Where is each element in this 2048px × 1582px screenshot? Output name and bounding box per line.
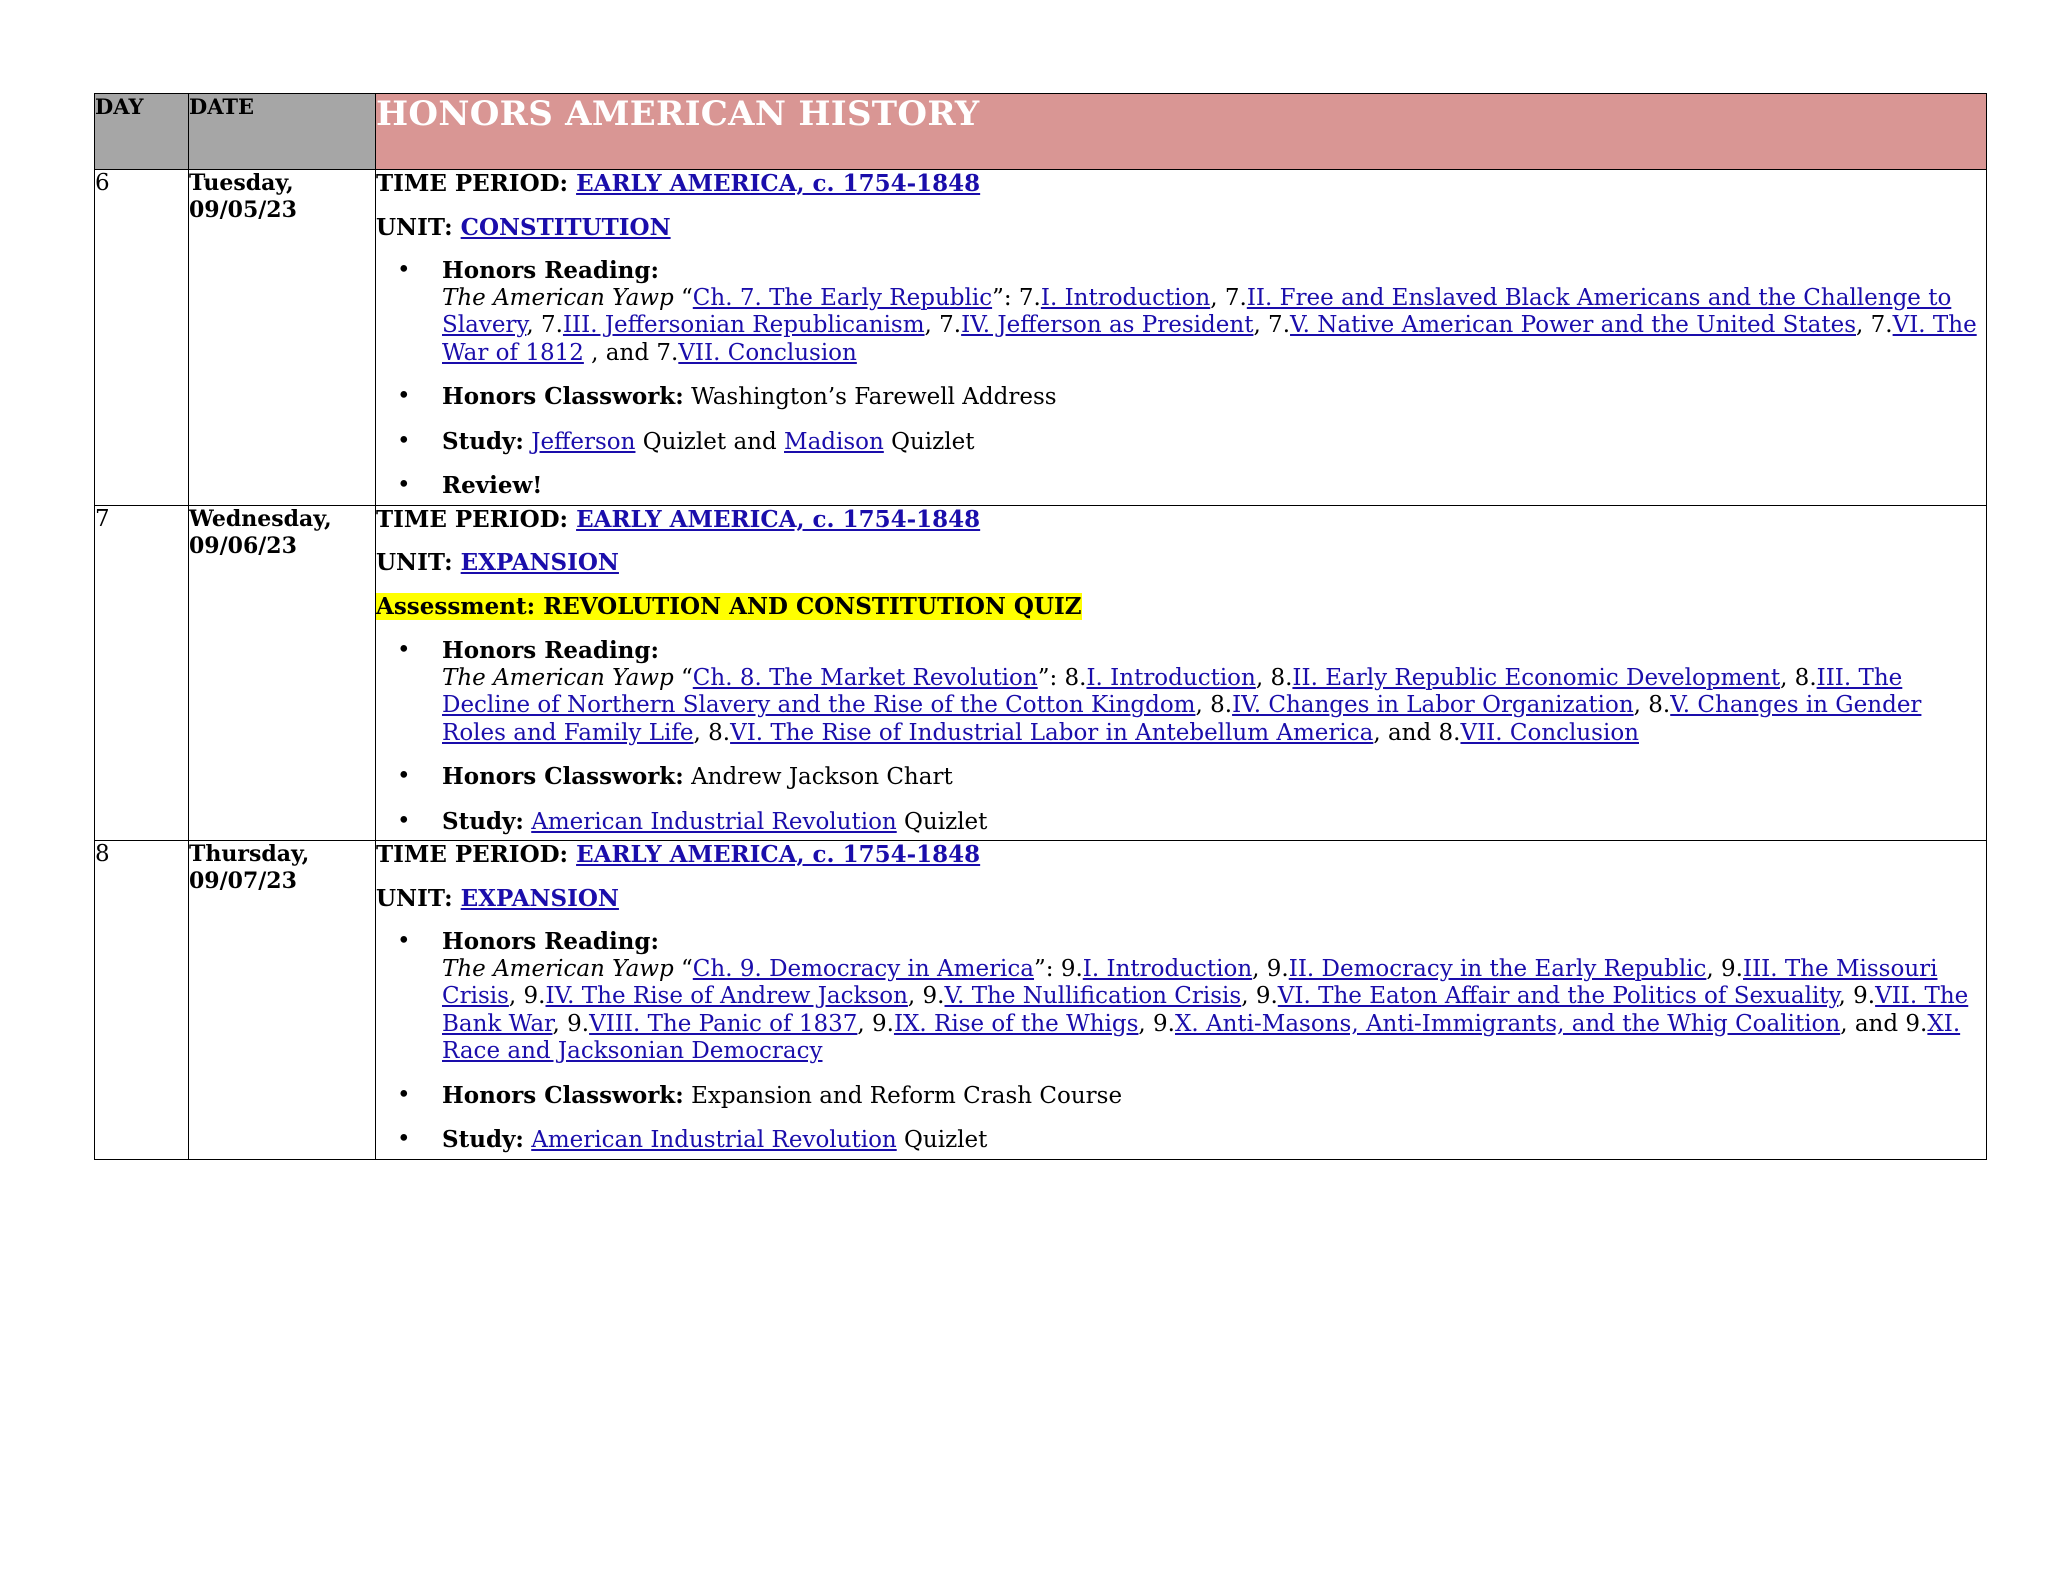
- bullet-icon: •: [397, 383, 411, 409]
- study-link[interactable]: American Industrial Revolution: [531, 1127, 897, 1153]
- section-link[interactable]: VII. The Bank War: [442, 983, 1969, 1037]
- time-period-link[interactable]: EARLY AMERICA, c. 1754-1848: [576, 505, 981, 533]
- review-text: Review!: [442, 472, 543, 499]
- time-period-link[interactable]: EARLY AMERICA, c. 1754-1848: [576, 170, 981, 197]
- schedule-row-day-8: [95, 841, 1987, 1160]
- schedule-row-day-6: [95, 170, 1987, 506]
- bullet-icon: •: [397, 1081, 411, 1108]
- bullet-icon: •: [397, 807, 411, 834]
- time-period-label: TIME PERIOD:: [376, 170, 569, 197]
- date-cell: [189, 170, 376, 506]
- section-link[interactable]: I. Introduction: [1082, 955, 1253, 982]
- task-list: [376, 637, 1986, 836]
- section-link[interactable]: VIII. The Panic of 1837: [589, 1010, 858, 1037]
- lesson-content: [376, 170, 1987, 506]
- section-link[interactable]: I. Introduction: [1040, 284, 1211, 311]
- date-value: 09/05/23: [189, 197, 297, 223]
- weekday: Thursday,: [189, 841, 310, 867]
- date-header: DATE: [189, 94, 376, 170]
- list-item-study: [376, 428, 1986, 457]
- study-text: Quizlet: [904, 808, 988, 835]
- section-link[interactable]: VI. The War of 1812: [442, 312, 1977, 366]
- list-item-review: [376, 472, 1986, 501]
- chapter-link[interactable]: Ch. 7. The Early Republic: [692, 284, 993, 311]
- schedule-table: [94, 93, 1987, 1160]
- date-cell: [189, 841, 376, 1160]
- lesson-content: [376, 841, 1987, 1160]
- schedule-row-day-7: [95, 505, 1987, 841]
- reading-detail: The American Yawp “Ch. 9. Democracy in America”: 9.I. Introduction, 9.II. Democracy in the Early Republic, 9.III. The Missouri Crisis, 9.IV. The Rise of Andrew Jackson, 9.V. The Nullification Crisis, 9.VI. The Eaton Affair and the Politics of Sexuality, 9.VII. The Bank War, 9.VIII. The Panic of 1837, 9.IX. Rise of the Whigs, 9.X. Anti-Masons, Anti-Immigrants, and the Whig Coalition, and 9.XI. Race and Jacksonian Democracy: [442, 955, 1969, 1064]
- unit-label: UNIT:: [376, 213, 453, 241]
- day-number: 6: [95, 170, 189, 506]
- bullet-icon: •: [397, 1126, 411, 1152]
- weekday: Tuesday,: [189, 170, 294, 196]
- classwork-label: Honors Classwork:: [442, 1081, 684, 1109]
- task-list: [376, 257, 1986, 501]
- reading-label: Honors Reading:: [442, 928, 659, 955]
- section-link[interactable]: V. Changes in Gender Roles and Family Life: [442, 692, 1922, 746]
- section-link[interactable]: VII. Conclusion: [1460, 719, 1639, 746]
- classwork-label: Honors Classwork:: [442, 763, 684, 790]
- list-item-reading: [376, 257, 1986, 367]
- section-link[interactable]: XI. Race and Jacksonian Democracy: [442, 1010, 1961, 1064]
- section-link[interactable]: V. Native American Power and the United States: [1290, 312, 1857, 338]
- date-cell: [189, 505, 376, 841]
- time-period-line: [376, 506, 1986, 534]
- time-period-link[interactable]: EARLY AMERICA, c. 1754-1848: [576, 841, 981, 868]
- study-text: Quizlet: [891, 428, 975, 455]
- book-title: The American Yawp: [442, 955, 674, 982]
- section-link[interactable]: VI. The Eaton Affair and the Politics of Sexuality: [1277, 983, 1839, 1009]
- study-link[interactable]: Madison: [784, 428, 884, 455]
- section-link[interactable]: III. The Missouri Crisis: [442, 955, 1938, 1009]
- reading-detail: The American Yawp “Ch. 8. The Market Revolution”: 8.I. Introduction, 8.II. Early Republic Economic Development, 8.III. The Decline of Northern Slavery and the Rise of the Cotton Kingdom, 8.IV. Changes in Labor Organization, 8.V. Changes in Gender Roles and Family Life, 8.VI. The Rise of Industrial Labor in Antebellum America, and 8.VII. Conclusion: [442, 664, 1922, 746]
- classwork-text: Expansion and Reform Crash Course: [691, 1082, 1123, 1109]
- unit-line: [376, 549, 1986, 577]
- list-item-classwork: [376, 763, 1986, 792]
- section-link[interactable]: II. Democracy in the Early Republic: [1288, 955, 1707, 982]
- date-value: 09/07/23: [189, 868, 297, 894]
- section-link[interactable]: I. Introduction: [1086, 664, 1256, 691]
- study-link[interactable]: Jefferson: [531, 428, 636, 455]
- day-number: 8: [95, 841, 189, 1160]
- section-link[interactable]: IX. Rise of the Whigs: [893, 1010, 1139, 1037]
- course-title: HONORS AMERICAN HISTORY: [376, 94, 1987, 170]
- list-item-study: [376, 808, 1986, 837]
- unit-link[interactable]: CONSTITUTION: [460, 213, 671, 241]
- classwork-label: Honors Classwork:: [442, 383, 684, 410]
- section-link[interactable]: III. The Decline of Northern Slavery and the Rise of the Cotton Kingdom: [442, 664, 1903, 718]
- book-title: The American Yawp: [442, 284, 674, 311]
- list-item-classwork: [376, 1082, 1986, 1111]
- list-item-study: [376, 1126, 1986, 1155]
- bullet-icon: •: [397, 763, 411, 789]
- lesson-content: [376, 505, 1987, 841]
- time-period-line: [376, 170, 1986, 198]
- bullet-icon: •: [397, 637, 411, 663]
- date-value: 09/06/23: [189, 532, 297, 559]
- section-link[interactable]: IV. Jefferson as President: [961, 312, 1254, 338]
- header-row: [95, 94, 1987, 170]
- section-link[interactable]: X. Anti-Masons, Anti-Immigrants, and the Whig Coalition: [1175, 1010, 1841, 1037]
- reading-detail: The American Yawp “Ch. 7. The Early Republic”: 7.I. Introduction, 7.II. Free and Enslaved Black Americans and the Challenge to Slavery, 7.III. Jeffersonian Republicanism, 7.IV. Jefferson as President, 7.V. Native American Power and the United States, 7.VI. The War of 1812 , and 7.VII. Conclusion: [442, 284, 1977, 366]
- classwork-text: Washington’s Farewell Address: [691, 384, 1057, 410]
- list-item-reading: [376, 637, 1986, 747]
- unit-line: [376, 885, 1986, 913]
- chapter-link[interactable]: Ch. 9. Democracy in America: [692, 955, 1035, 982]
- study-text: Quizlet: [904, 1127, 988, 1153]
- time-period-label: TIME PERIOD:: [376, 841, 569, 868]
- time-period-label: TIME PERIOD:: [376, 505, 569, 533]
- chapter-link[interactable]: Ch. 8. The Market Revolution: [692, 664, 1038, 691]
- day-number: 7: [95, 505, 189, 841]
- unit-label: UNIT:: [376, 549, 453, 576]
- bullet-icon: •: [397, 257, 411, 283]
- reading-label: Honors Reading:: [442, 637, 659, 664]
- unit-label: UNIT:: [376, 884, 453, 912]
- section-link[interactable]: IV. Changes in Labor Organization: [1232, 692, 1634, 718]
- book-title: The American Yawp: [442, 664, 674, 691]
- section-link[interactable]: II. Free and Enslaved Black Americans and the Challenge to Slavery: [442, 284, 1952, 338]
- section-link[interactable]: VII. Conclusion: [678, 339, 857, 366]
- section-link[interactable]: VI. The Rise of Industrial Labor in Antebellum America: [730, 719, 1374, 746]
- bullet-icon: •: [397, 427, 411, 454]
- assessment-highlight: Assessment: REVOLUTION AND CONSTITUTION QUIZ: [376, 592, 1082, 620]
- list-item-classwork: [376, 383, 1986, 412]
- section-link[interactable]: II. Early Republic Economic Development: [1292, 664, 1781, 691]
- assessment-line: [376, 593, 1986, 622]
- time-period-line: [376, 841, 1986, 869]
- study-text: Quizlet and: [642, 428, 777, 455]
- unit-link[interactable]: EXPANSION: [460, 884, 619, 912]
- bullet-icon: •: [397, 472, 411, 498]
- bullet-icon: •: [397, 928, 411, 954]
- section-link[interactable]: IV. The Rise of Andrew Jackson: [545, 983, 908, 1009]
- study-link[interactable]: American Industrial Revolution: [531, 808, 897, 835]
- study-label: Study:: [442, 427, 524, 455]
- weekday: Wednesday,: [189, 505, 332, 532]
- section-link[interactable]: III. Jeffersonian Republicanism: [562, 312, 925, 338]
- classwork-text: Andrew Jackson Chart: [691, 764, 953, 790]
- unit-line: [376, 214, 1986, 242]
- section-link[interactable]: V. The Nullification Crisis: [944, 983, 1242, 1009]
- task-list: [376, 928, 1986, 1155]
- unit-link[interactable]: EXPANSION: [460, 549, 619, 576]
- reading-label: Honors Reading:: [442, 257, 659, 284]
- study-label: Study:: [442, 807, 524, 835]
- study-label: Study:: [442, 1126, 524, 1153]
- day-header: DAY: [95, 94, 189, 170]
- list-item-reading: [376, 928, 1986, 1066]
